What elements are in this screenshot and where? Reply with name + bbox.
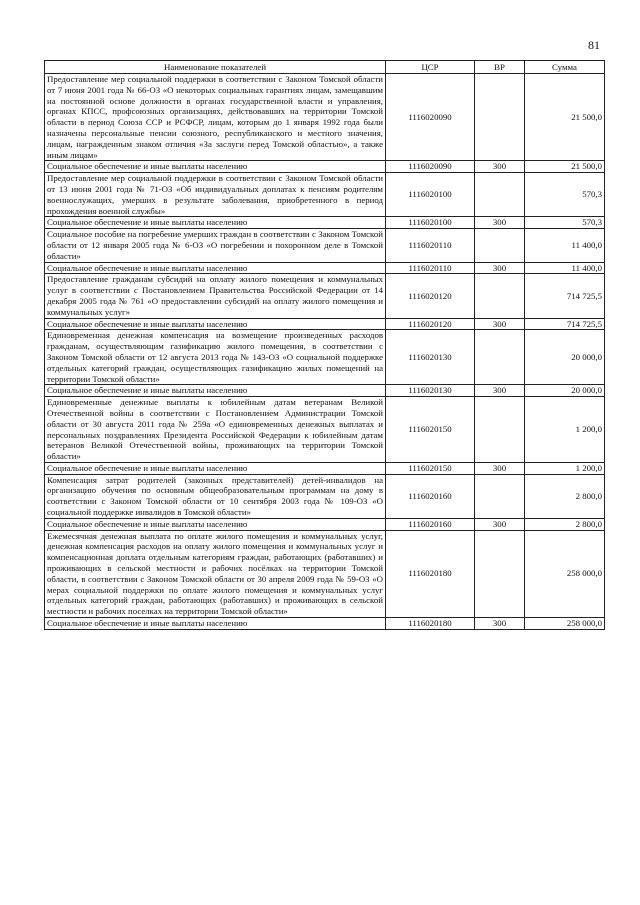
row-vr: 300 [475, 462, 525, 474]
table-row [45, 74, 605, 161]
table-row [45, 530, 605, 617]
row-csr: 1116020130 [386, 330, 475, 385]
row-name: Социальное обеспечение и иные выплаты населению [45, 262, 386, 274]
page-number: 81 [588, 38, 600, 52]
row-vr [475, 330, 525, 385]
row-name: Социальное обеспечение и иные выплаты населению [45, 518, 386, 530]
row-csr: 1116020100 [386, 217, 475, 229]
row-csr: 1116020130 [386, 385, 475, 397]
row-sum: 11 400,0 [525, 262, 605, 274]
row-vr: 300 [475, 385, 525, 397]
header-name: Наименование показателей [45, 61, 386, 74]
table-row [45, 330, 605, 385]
row-name: Социальное обеспечение и иные выплаты населению [45, 462, 386, 474]
table-row [45, 274, 605, 318]
row-csr: 1116020180 [386, 530, 475, 617]
row-name: Социальное пособие на погребение умерших граждан в соответствии с Законом Томской области от 12 января 2005 года № 6-ОЗ «О погребении и похоронном деле в Томской области» [45, 229, 386, 262]
row-sum: 2 800,0 [525, 518, 605, 530]
row-sum: 2 800,0 [525, 474, 605, 518]
row-name: Единовременные денежные выплаты к юбилейным датам ветеранам Великой Отечественной войны в соответствии с Постановлением Администрации Томской области от 30 августа 2011 года № 259а «О единовременных денежных выплатах и персональных поздравлениях Президента Российской Федерации к юбилейным датам ветеранов Великой Отечественной войны, проживающих на территории Томской области» [45, 397, 386, 463]
row-csr: 1116020150 [386, 397, 475, 463]
row-csr: 1116020120 [386, 274, 475, 318]
table-row [45, 318, 605, 330]
row-vr: 300 [475, 518, 525, 530]
row-sum: 570,3 [525, 217, 605, 229]
row-csr: 1116020110 [386, 262, 475, 274]
table-row [45, 229, 605, 262]
row-csr: 1116020150 [386, 462, 475, 474]
table-row [45, 397, 605, 463]
row-name: Социальное обеспечение и иные выплаты населению [45, 161, 386, 173]
row-name: Компенсация затрат родителей (законных представителей) детей-инвалидов на организацию обучения по основным общеобразовательным программам на дому в соответствии с Законом Томской области от 10 сентября 2003 года № 109-ОЗ «О социальной поддержке инвалидов в Томской области» [45, 474, 386, 518]
table-row [45, 618, 605, 630]
row-vr [475, 274, 525, 318]
row-sum: 21 500,0 [525, 74, 605, 161]
table-row [45, 518, 605, 530]
row-sum: 714 725,5 [525, 274, 605, 318]
row-csr: 1116020160 [386, 474, 475, 518]
row-name: Социальное обеспечение и иные выплаты населению [45, 618, 386, 630]
row-name: Социальное обеспечение и иные выплаты населению [45, 318, 386, 330]
table-row [45, 385, 605, 397]
table-header-row [45, 61, 605, 74]
table-row [45, 173, 605, 217]
row-csr: 1116020120 [386, 318, 475, 330]
row-csr: 1116020100 [386, 173, 475, 217]
table-row [45, 262, 605, 274]
table-row [45, 161, 605, 173]
row-sum: 20 000,0 [525, 330, 605, 385]
row-csr: 1116020090 [386, 74, 475, 161]
row-name: Предоставление мер социальной поддержки в соответствии с Законом Томской области от 7 июня 2001 года № 66-ОЗ «О некоторых социальных гарантиях лицам, замещавшим на постоянной основе должности в органах государственной власти и управления, органах КПСС, профсоюзных организациях, действовавших на территории Томской области в период Союза ССР и РСФСР, лицам, которым до 1 января 1992 года были назначены персональные пенсии союзного, республиканского и местного значения, лицам, награжденным знаком отличия «За заслуги перед Томской областью», а также иным лицам» [45, 74, 386, 161]
header-csr: ЦСР [386, 61, 475, 74]
row-sum: 570,3 [525, 173, 605, 217]
row-vr [475, 530, 525, 617]
table-row [45, 217, 605, 229]
header-sum: Сумма [525, 61, 605, 74]
row-vr [475, 173, 525, 217]
row-csr: 1116020160 [386, 518, 475, 530]
row-vr [475, 74, 525, 161]
row-sum: 258 000,0 [525, 530, 605, 617]
row-sum: 20 000,0 [525, 385, 605, 397]
row-vr: 300 [475, 318, 525, 330]
row-sum: 11 400,0 [525, 229, 605, 262]
row-sum: 21 500,0 [525, 161, 605, 173]
row-vr: 300 [475, 618, 525, 630]
row-csr: 1116020090 [386, 161, 475, 173]
row-sum: 1 200,0 [525, 397, 605, 463]
row-vr [475, 397, 525, 463]
row-vr: 300 [475, 161, 525, 173]
table-row [45, 474, 605, 518]
row-vr [475, 229, 525, 262]
row-name: Предоставление гражданам субсидий на оплату жилого помещения и коммунальных услуг в соответствии с Постановлением Правительства Российской Федерации от 14 декабря 2005 года № 761 «О предоставлении субсидий на оплату жилого помещения и коммунальных услуг» [45, 274, 386, 318]
row-csr: 1116020180 [386, 618, 475, 630]
row-sum: 258 000,0 [525, 618, 605, 630]
budget-table [44, 60, 605, 630]
row-sum: 714 725,5 [525, 318, 605, 330]
row-vr: 300 [475, 262, 525, 274]
row-vr: 300 [475, 217, 525, 229]
header-vr: ВР [475, 61, 525, 74]
row-sum: 1 200,0 [525, 462, 605, 474]
row-name: Ежемесячная денежная выплата по оплате жилого помещения и коммунальных услуг, денежная компенсация расходов на оплату жилого помещения и коммунальных услуг и компенсационная доплата отдельным категориям граждан, работающих (работавших) и проживающих в сельской местности и рабочих посёлках на территории Томской области, в соответствии с Законом Томской области от 30 апреля 2009 года № 59-ОЗ «О мерах социальной поддержки по оплате жилого помещения и коммунальных услуг отдельных категорий граждан, работающих (работавших) и проживающих в сельской местности и рабочих поселках на территории Томской области» [45, 530, 386, 617]
table-row [45, 462, 605, 474]
row-name: Единовременная денежная компенсация на возмещение произведенных расходов гражданам, осуществляющим газификацию жилого помещения, в соответствии с Законом Томской области от 12 августа 2013 года № 143-ОЗ «О социальной поддержке отдельных категорий граждан, осуществляющих газификацию жилых помещений на территории Томской области» [45, 330, 386, 385]
row-name: Социальное обеспечение и иные выплаты населению [45, 217, 386, 229]
row-csr: 1116020110 [386, 229, 475, 262]
row-name: Предоставление мер социальной поддержки в соответствии с Законом Томской области от 13 июня 2001 года № 71-ОЗ «Об индивидуальных доплатах к пенсиям родителям военнослужащих, умерших в результате заболевания, приобретенного в период прохождения военной службы» [45, 173, 386, 217]
row-vr [475, 474, 525, 518]
row-name: Социальное обеспечение и иные выплаты населению [45, 385, 386, 397]
